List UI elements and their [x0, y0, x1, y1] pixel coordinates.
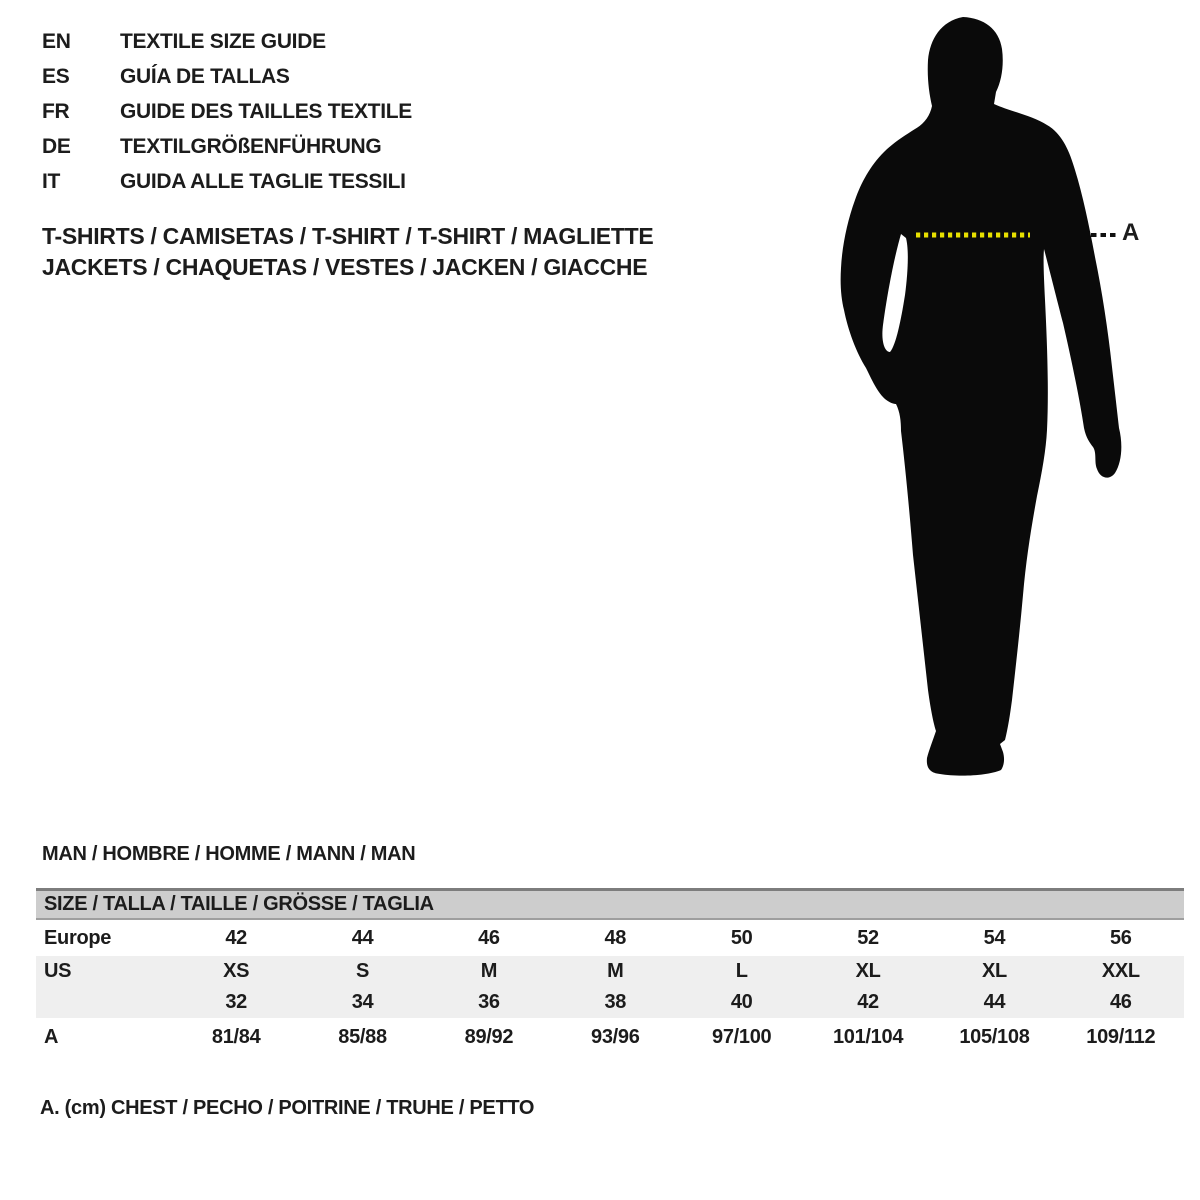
language-row: [42, 164, 412, 199]
language-list: [42, 24, 412, 199]
size-cell: XL: [855, 960, 881, 982]
garment-categories: [42, 221, 653, 283]
size-cell: 32: [225, 991, 248, 1013]
size-cell: 42: [225, 926, 248, 949]
language-code: EN: [42, 29, 71, 53]
language-label: GUIDE DES TAILLES TEXTILE: [120, 99, 412, 123]
size-cell: 54: [983, 926, 1006, 949]
size-cell: 34: [351, 991, 374, 1013]
size-cell: 38: [604, 991, 627, 1013]
size-cell: 81/84: [211, 1025, 261, 1048]
category-line-tshirts: T-SHIRTS / CAMISETAS / T-SHIRT / T-SHIRT / MAGLIETTE: [42, 223, 654, 249]
size-table-header: SIZE / TALLA / TAILLE / GRÖSSE / TAGLIA: [36, 888, 1184, 920]
row-label: A: [44, 1025, 59, 1048]
row-label: Europe: [44, 926, 112, 949]
size-cell: 46: [478, 926, 500, 949]
man-silhouette: [830, 5, 1150, 790]
language-label: GUIDA ALLE TAGLIE TESSILI: [120, 169, 406, 193]
language-row: [42, 59, 412, 94]
size-cell: 89/92: [464, 1025, 514, 1048]
table-row-numeric: [36, 987, 1184, 1018]
footnote-chest: A. (cm) CHEST / PECHO / POITRINE / TRUHE / PETTO: [40, 1097, 535, 1119]
language-code: FR: [42, 99, 70, 123]
size-cell: 109/112: [1086, 1025, 1156, 1048]
size-cell: 44: [983, 991, 1006, 1013]
size-cell: 93/96: [591, 1025, 640, 1048]
language-row: [42, 94, 412, 129]
category-line-jackets: JACKETS / CHAQUETAS / VESTES / JACKEN / GIACCHE: [42, 254, 648, 280]
language-code: IT: [42, 169, 61, 193]
size-cell: XL: [981, 960, 1007, 982]
measurement-label-a: A: [1122, 219, 1140, 246]
size-cell: 50: [730, 926, 753, 949]
size-cell: 85/88: [338, 1025, 387, 1048]
table-row-chest: [36, 1018, 1184, 1056]
language-label: TEXTILE SIZE GUIDE: [120, 29, 326, 53]
size-cell: 48: [604, 926, 627, 949]
language-code: DE: [42, 134, 71, 158]
size-cell: 101/104: [832, 1025, 904, 1048]
size-cell: 42: [857, 991, 879, 1013]
language-label: GUÍA DE TALLAS: [120, 64, 290, 88]
size-cell: 40: [730, 991, 753, 1013]
size-cell: XXL: [1101, 960, 1140, 982]
size-table: [36, 888, 1184, 1056]
size-cell: L: [735, 960, 748, 982]
size-cell: M: [480, 960, 498, 982]
language-row: [42, 24, 412, 59]
size-cell: XS: [223, 960, 250, 982]
size-cell: 44: [351, 926, 374, 949]
size-cell: 105/108: [959, 1025, 1030, 1048]
row-label: US: [44, 960, 72, 982]
language-row: [42, 129, 412, 164]
man-heading: MAN / HOMBRE / HOMME / MANN / MAN: [42, 843, 416, 865]
size-cell: S: [356, 960, 370, 982]
size-cell: 97/100: [712, 1025, 772, 1048]
language-code: ES: [42, 64, 70, 88]
table-row-europe: [36, 920, 1184, 956]
silhouette-path: [841, 17, 1122, 776]
size-cell: 36: [478, 991, 500, 1013]
language-label: TEXTILGRÖßENFÜHRUNG: [120, 134, 382, 158]
size-cell: 56: [1109, 926, 1132, 949]
size-cell: M: [607, 960, 624, 982]
size-cell: 46: [1109, 991, 1132, 1013]
table-row-us: [36, 956, 1184, 987]
size-cell: 52: [857, 926, 879, 949]
